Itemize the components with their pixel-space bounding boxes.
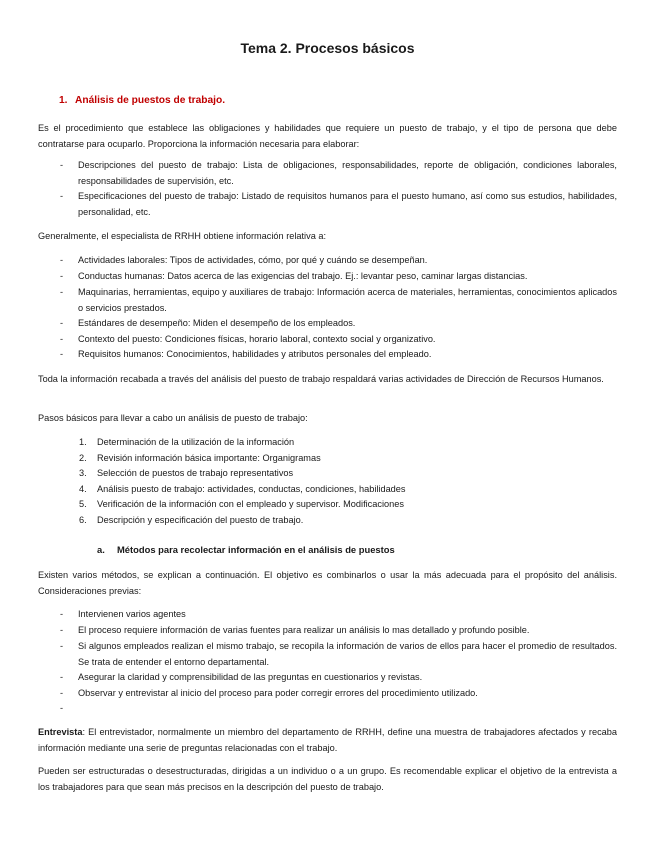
steps-intro-paragraph: Pasos básicos para llevar a cabo un análisis de puesto de trabajo: <box>38 413 308 423</box>
bullet-mark: - <box>60 271 64 281</box>
list-item-text: Requisitos humanos: Conocimientos, habilidades y atributos personales del empleado. <box>78 349 432 359</box>
step-number: 2. <box>79 453 87 463</box>
general-paragraph: Generalmente, el especialista de RRHH obtiene información relativa a: <box>38 231 327 241</box>
step-item <box>79 466 293 482</box>
step-number: 4. <box>79 484 87 494</box>
list-item <box>60 189 617 220</box>
bullet-mark: - <box>60 334 64 344</box>
interview-text: : El entrevistador, normalmente un miembro del departamento de RRHH, define una muestra de trabajadores afectados y recaba información mediante una serie de preguntas relacionadas con el trabajo. <box>38 727 617 753</box>
step-text: Descripción y especificación del puesto de trabajo. <box>97 515 304 525</box>
bullet-mark: - <box>60 191 64 201</box>
subsection-heading-text: Métodos para recolectar información en el análisis de puestos <box>117 544 395 555</box>
list-item <box>60 285 617 316</box>
list-item <box>60 670 617 686</box>
list-item-text: Observar y entrevistar al inicio del proceso para poder corregir errores del procedimiento utilizado. <box>78 688 478 698</box>
list-item <box>60 686 617 702</box>
step-text: Determinación de la utilización de la información <box>97 437 295 447</box>
list-item <box>60 639 617 670</box>
list-item <box>60 347 617 363</box>
bullet-mark: - <box>60 255 64 265</box>
step-text: Selección de puestos de trabajo representativos <box>97 468 294 478</box>
step-text: Análisis puesto de trabajo: actividades, conductas, condiciones, habilidades <box>97 484 406 494</box>
interview-label: Entrevista <box>38 727 83 737</box>
step-item <box>79 435 294 451</box>
bullet-mark: - <box>60 672 64 682</box>
methods-intro-paragraph: Existen varios métodos, se explican a continuación. El objetivo es combinarlos o usar la más adecuada para el propósito del análisis. Consideraciones previas: <box>38 570 617 596</box>
list-item <box>60 269 617 285</box>
list-item-text: Si algunos empleados realizan el mismo trabajo, se recopila la información de varios de ellos para hacer el promedio de resultados. Se trata de entender el entorno departamental. <box>78 641 617 667</box>
list-item-text: Intervienen varios agentes <box>78 609 186 619</box>
list-item-text: Conductas humanas: Datos acerca de las exigencias del trabajo. Ej.: levantar peso, caminar largas distancias. <box>78 271 528 281</box>
list-item-text: El proceso requiere información de varias fuentes para realizar un análisis lo mas detallado y profundo posible. <box>78 625 530 635</box>
bullet-mark: - <box>60 703 64 713</box>
section-heading <box>59 95 225 106</box>
summary-paragraph: Toda la información recabada a través del análisis del puesto de trabajo respaldará varias actividades de Dirección de Recursos Humanos. <box>38 374 604 384</box>
list-item-text: Estándares de desempeño: Miden el desempeño de los empleados. <box>78 318 356 328</box>
list-item-text: Descripciones del puesto de trabajo: Lista de obligaciones, responsabilidades, reporte de obligación, condiciones laborales, responsabilidades de supervisión, etc. <box>78 160 617 186</box>
section-number: 1. <box>59 95 68 106</box>
list-item-text: Asegurar la claridad y comprensibilidad de las preguntas en cuestionarios y revistas. <box>78 672 423 682</box>
list-item <box>60 623 617 639</box>
bullet-mark: - <box>60 160 64 170</box>
bullet-mark: - <box>60 641 64 651</box>
list-item-text: Actividades laborales: Tipos de actividades, cómo, por qué y cuándo se desempeñan. <box>78 255 428 265</box>
subsection-letter: a. <box>97 544 105 555</box>
bullet-mark: - <box>60 349 64 359</box>
step-number: 1. <box>79 437 87 447</box>
step-item <box>79 497 404 513</box>
list-item <box>60 316 617 332</box>
list-item <box>60 253 617 269</box>
step-text: Verificación de la información con el empleado y supervisor. Modificaciones <box>97 499 404 509</box>
list-item-text: Contexto del puesto: Condiciones físicas, horario laboral, contexto social y organizativo. <box>78 334 436 344</box>
step-number: 5. <box>79 499 87 509</box>
bullet-mark: - <box>60 287 64 297</box>
list-item-text: Maquinarias, herramientas, equipo y auxiliares de trabajo: Información acerca de materiales, herramientas, conocimientos aplicados o servicios prestados. <box>78 287 617 313</box>
list-item-text: Especificaciones del puesto de trabajo: Listado de requisitos humanos para el puesto humano, así como sus estudios, habilidades, personalidad, etc. <box>78 191 617 217</box>
intro-paragraph: Es el procedimiento que establece las obligaciones y habilidades que requiere un puesto de trabajo, y el tipo de persona que debe contratarse para ocuparlo. Proporciona la información necesaria para elaborar: <box>38 123 617 149</box>
bullet-mark: - <box>60 609 64 619</box>
closing-paragraph: Pueden ser estructuradas o desestructuradas, dirigidas a un individuo o a un grupo. Es recomendable explicar el objetivo de la entrevista a los trabajadores para que sean más precisos en la descripción del puesto de trabajo. <box>38 766 617 792</box>
bullet-mark: - <box>60 688 64 698</box>
subsection-heading <box>97 544 395 555</box>
list-item <box>60 158 617 189</box>
step-number: 3. <box>79 468 87 478</box>
bullet-mark: - <box>60 625 64 635</box>
step-number: 6. <box>79 515 87 525</box>
page-title: Tema 2. Procesos básicos <box>240 40 415 56</box>
interview-paragraph <box>38 725 617 756</box>
section-heading-text: Análisis de puestos de trabajo. <box>75 95 226 106</box>
step-item <box>79 513 303 529</box>
step-item <box>79 482 406 498</box>
list-item <box>60 607 617 623</box>
step-item <box>79 451 321 467</box>
step-text: Revisión información básica importante: Organigramas <box>97 453 321 463</box>
list-item <box>60 332 617 348</box>
bullet-mark: - <box>60 318 64 328</box>
